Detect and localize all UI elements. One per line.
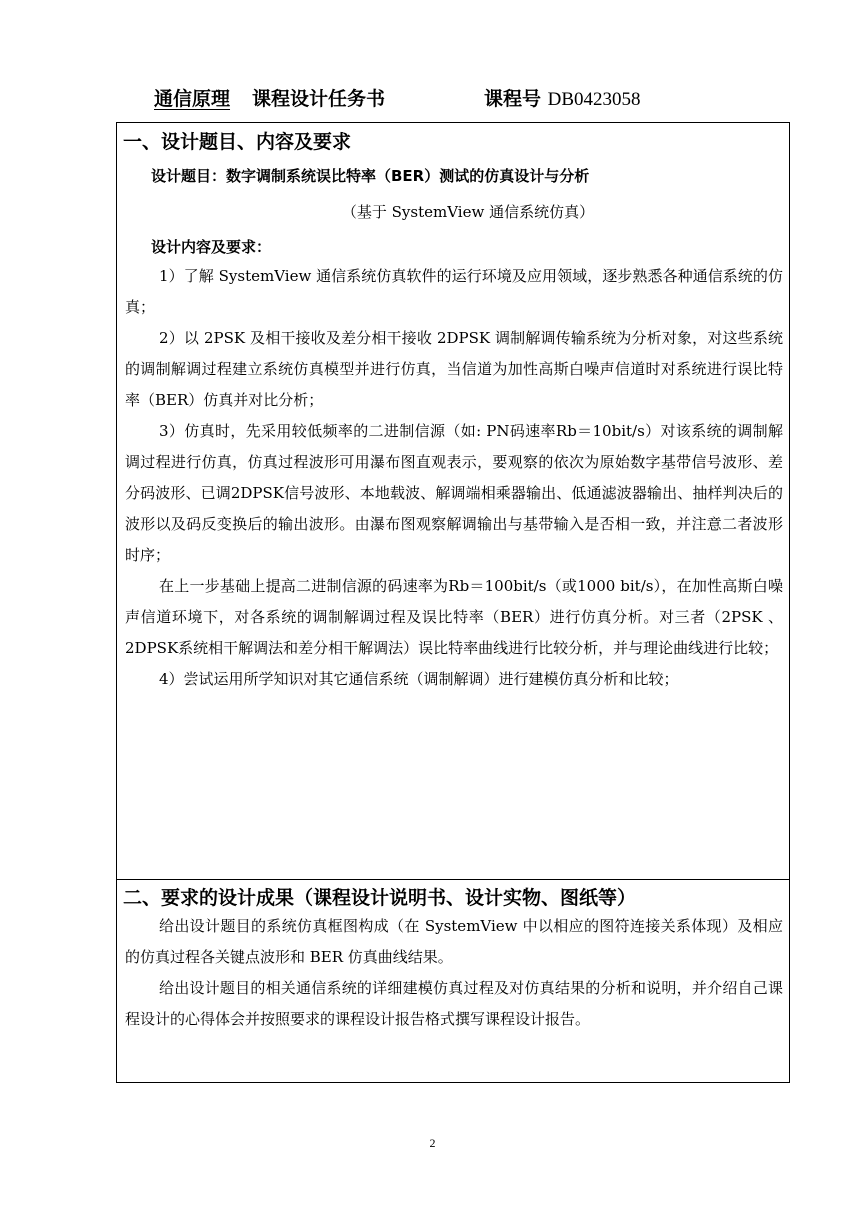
requirement-paragraph: 2）以 2PSK 及相干接收及差分相干接收 2DPSK 调制解调传输系统为分析对象，对这些系统的调制解调过程建立系统仿真模型并进行仿真，当信道为加性高斯白噪声信道时对系统进行误比特率（BER）仿真并对比分析；	[125, 329, 783, 409]
section2-body	[125, 911, 783, 1035]
section-divider	[117, 879, 789, 880]
design-topic: 设计题目：数字调制系统误比特率（BER）测试的仿真设计与分析	[151, 167, 590, 185]
document-type: 课程设计任务书	[252, 88, 386, 110]
requirement-paragraph: 4）尝试运用所学知识对其它通信系统（调制解调）进行建模仿真分析和比较；	[159, 670, 679, 688]
section1-body	[125, 261, 783, 695]
requirement-paragraph: 3）仿真时，先采用较低频率的二进制信源（如: PN码速率Rb＝10bit/s）对该系统的调制解调过程进行仿真，仿真过程波形可用瀑布图直观表示，要观察的依次为原始数字基带信号波形、差分码波形、已调2DPSK信号波形、本地载波、解调端相乘器输出、低通滤波器输出、抽样判决后的波形以及码反变换后的输出波形。由瀑布图观察解调输出与基带输入是否相一致，并注意二者波形时序；	[125, 422, 783, 564]
course-number-label: 课程号	[484, 88, 542, 110]
course-number: DB0423058	[547, 89, 641, 110]
course-number-line	[484, 84, 641, 111]
document-header	[124, 84, 641, 111]
requirement-paragraph: 1）了解 SystemView 通信系统仿真软件的运行环境及应用领域，逐步熟悉各种通信系统的仿真；	[125, 267, 783, 316]
section2-title: 二、要求的设计成果（课程设计说明书、设计实物、图纸等）	[123, 887, 637, 909]
section1-title: 一、设计题目、内容及要求	[123, 131, 352, 153]
deliverable-paragraph: 给出设计题目的系统仿真框图构成（在 SystemView 中以相应的图符连接关系体现）及相应的仿真过程各关键点波形和 BER 仿真曲线结果。	[125, 917, 783, 966]
requirements-heading: 设计内容及要求：	[151, 238, 272, 256]
requirement-paragraph: 在上一步基础上提高二进制信源的码速率为Rb＝100bit/s（或1000 bit/s），在加性高斯白噪声信道环境下，对各系统的调制解调过程及误比特率（BER）进行仿真分析。对三者（2PSK 、2DPSK系统相干解调法和差分相干解调法）误比特率曲线进行比较分析，并与理论曲线进行比较；	[125, 577, 783, 657]
task-table	[116, 122, 790, 1083]
design-subtitle: （基于 SystemView 通信系统仿真）	[341, 203, 595, 221]
deliverable-paragraph: 给出设计题目的相关通信系统的详细建模仿真过程及对仿真结果的分析和说明，并介绍自己课程设计的心得体会并按照要求的课程设计报告格式撰写课程设计报告。	[125, 979, 783, 1028]
course-subject: 通信原理	[154, 88, 231, 110]
page-number: 2	[429, 1136, 436, 1150]
